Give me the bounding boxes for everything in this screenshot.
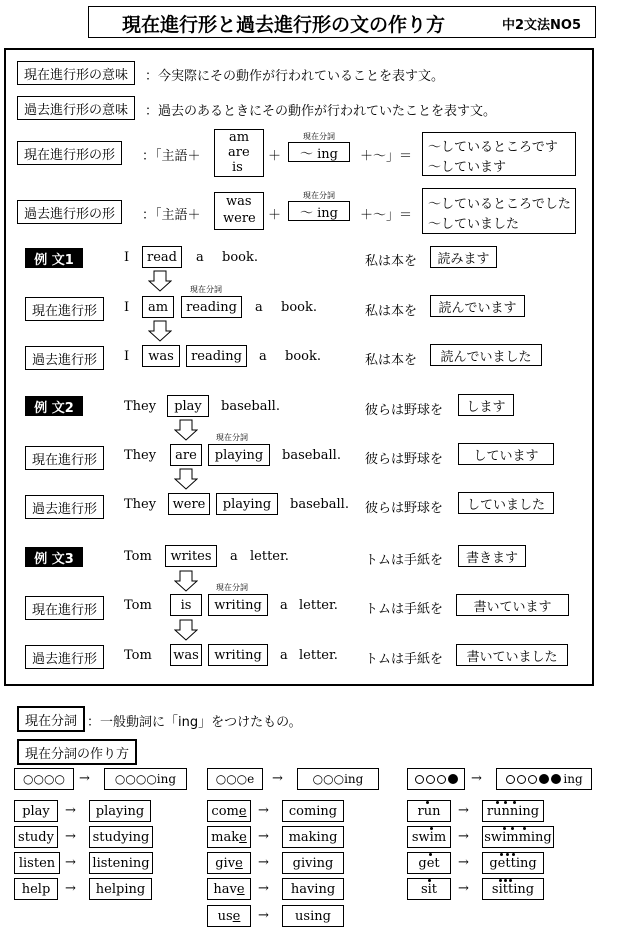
col1-arrow: → xyxy=(65,855,76,870)
ex1-s3-w1: a xyxy=(259,349,267,364)
past-form-tail: ＋～」＝ xyxy=(360,208,413,223)
ex3-s2-jp: トムは手紙を xyxy=(365,602,444,617)
ex1-s1-answer: 読みます xyxy=(430,246,497,268)
present-form-pp-small: 現在分詞 xyxy=(303,132,335,141)
pp-def-text: ：一般動詞に「ing」をつけたもの。 xyxy=(87,715,302,730)
ex3-s3-be: was xyxy=(170,644,202,666)
ex2-s3-answer: していました xyxy=(458,492,554,514)
col3-arrow: → xyxy=(458,881,469,896)
ex3-s1-w1: a xyxy=(230,549,238,564)
col1-arrow: → xyxy=(65,803,76,818)
ex3-s2-verb: writing xyxy=(208,594,268,616)
consonant-dot-icon xyxy=(539,774,549,784)
col1-ing: playing xyxy=(89,800,151,822)
present-form-meaning-2: ～しています xyxy=(428,160,507,175)
past-form-pp: ～ ing xyxy=(288,201,350,221)
col2-ing: using xyxy=(282,905,344,927)
ex3-s2-subj: Tom xyxy=(124,598,152,613)
past-form-meaning-1: ～しているところでした xyxy=(428,197,571,212)
ex2-s1-answer: します xyxy=(458,394,514,416)
ex1-present-label: 現在進行形 xyxy=(25,297,104,321)
ex1-s2-be: am xyxy=(142,296,174,318)
ex2-s3-subj: They xyxy=(124,497,157,512)
ex3-s3-jp: トムは手紙を xyxy=(365,652,444,667)
past-form-subj: ：「主語＋ xyxy=(142,208,201,223)
down-arrow-icon xyxy=(174,619,198,641)
ex3-present-label: 現在進行形 xyxy=(25,596,104,620)
ex3-s3-w2: letter. xyxy=(299,648,338,663)
col3-base: r u n xyxy=(407,800,451,822)
ex3-s3-answer: 書いていました xyxy=(456,644,568,666)
ex1-s1-w1: a xyxy=(196,250,204,265)
be-were: were xyxy=(223,211,256,226)
ex2-s2-subj: They xyxy=(124,448,157,463)
down-arrow-icon xyxy=(148,270,172,292)
ex2-s3-verb: playing xyxy=(216,493,278,515)
past-meaning-text: ：過去のあるときにその動作が行われていたことを表す文。 xyxy=(145,104,497,119)
down-arrow-icon xyxy=(174,419,198,441)
col2-arrow: → xyxy=(258,803,269,818)
ex1-s2-pp-small: 現在分詞 xyxy=(190,285,222,294)
ex1-s1-verb: read xyxy=(142,246,182,268)
col2-base: hav e xyxy=(207,878,251,900)
col2-base: giv e xyxy=(207,852,251,874)
rule1-arrow: → xyxy=(79,771,90,786)
example-3-heading: 例 文3 xyxy=(25,547,83,567)
ex2-s2-w1: baseball. xyxy=(282,448,341,463)
col3-ing: s i t t ing xyxy=(482,878,544,900)
ex3-s1-answer: 書きます xyxy=(458,545,526,567)
past-form-plus: ＋ xyxy=(268,208,282,223)
col1-ing: studying xyxy=(89,826,153,848)
be-is: is xyxy=(232,160,243,175)
ex1-s3-answer: 読んでいました xyxy=(430,344,542,366)
label-past-meaning: 過去進行形の意味 xyxy=(17,96,135,120)
ex3-past-label: 過去進行形 xyxy=(25,645,104,669)
col1-base: help xyxy=(14,878,58,900)
ex3-s2-answer: 書いています xyxy=(456,594,569,616)
col3-base: s i t xyxy=(407,878,451,900)
col3-ing: g e t t ing xyxy=(482,852,544,874)
col2-ing: making xyxy=(282,826,344,848)
ex3-s3-w1: a xyxy=(280,648,288,663)
ex1-s2-subj: I xyxy=(124,300,130,315)
col1-arrow: → xyxy=(65,829,76,844)
pp-make-label: 現在分詞の作り方 xyxy=(17,739,137,765)
ex3-s1-verb: writes xyxy=(165,545,217,567)
label-present-form: 現在進行形の形 xyxy=(17,141,122,165)
ex2-s1-w1: baseball. xyxy=(221,399,280,414)
col2-ing: giving xyxy=(282,852,344,874)
col2-base: com e xyxy=(207,800,251,822)
col1-ing: listening xyxy=(89,852,153,874)
ex1-s2-w2: book. xyxy=(281,300,317,315)
pp-def-label: 現在分詞 xyxy=(17,706,85,732)
rule1-from: ○○○○ xyxy=(14,768,74,790)
col2-base: mak e xyxy=(207,826,251,848)
ex2-present-label: 現在進行形 xyxy=(25,446,104,470)
ex1-s2-verb: reading xyxy=(181,296,242,318)
ex2-s3-jp: 彼らは野球を xyxy=(365,501,444,516)
present-form-plus: ＋ xyxy=(268,149,282,164)
down-arrow-icon xyxy=(174,570,198,592)
col2-ing: coming xyxy=(282,800,344,822)
ex3-s1-jp: トムは手紙を xyxy=(365,553,444,568)
ex1-s1-w2: book. xyxy=(222,250,258,265)
rule2-arrow: → xyxy=(272,771,283,786)
present-form-subj: ：「主語＋ xyxy=(142,149,201,164)
label-past-form: 過去進行形の形 xyxy=(17,200,122,224)
consonant-dot-icon xyxy=(448,774,458,784)
ex3-s2-w1: a xyxy=(280,598,288,613)
col3-ing: sw i m m ing xyxy=(482,826,554,848)
ex2-s2-verb: playing xyxy=(208,444,270,466)
col1-arrow: → xyxy=(65,881,76,896)
ex3-s1-subj: Tom xyxy=(124,549,152,564)
be-was: was xyxy=(226,194,252,209)
col2-arrow: → xyxy=(258,829,269,844)
example-1-heading: 例 文1 xyxy=(25,248,83,268)
col3-arrow: → xyxy=(458,803,469,818)
rule3-ing: ing xyxy=(563,772,583,786)
rule2-from: ○○○e xyxy=(207,768,263,790)
page-tag: 中2文法NO5 xyxy=(502,18,582,33)
ex1-s2-w1: a xyxy=(255,300,263,315)
past-form-pp-small: 現在分詞 xyxy=(303,191,335,200)
ex3-s3-subj: Tom xyxy=(124,648,152,663)
ex1-s3-jp: 私は本を xyxy=(365,353,418,368)
ex2-s1-verb: play xyxy=(167,395,209,417)
ex3-s2-pp-small: 現在分詞 xyxy=(216,583,248,592)
ex1-s2-jp: 私は本を xyxy=(365,304,418,319)
ex3-s1-w2: letter. xyxy=(250,549,289,564)
rule1-to: ○○○○ing xyxy=(104,768,187,790)
be-am: am xyxy=(229,130,250,145)
ex1-s3-verb: reading xyxy=(186,345,247,367)
present-form-meaning-1: ～しているところです xyxy=(428,140,558,155)
rule3-arrow: → xyxy=(471,771,482,786)
rule2-to: ○○○ing xyxy=(297,768,379,790)
ex3-s2-w2: letter. xyxy=(299,598,338,613)
col3-base: g e t xyxy=(407,852,451,874)
down-arrow-icon xyxy=(174,468,198,490)
present-form-tail: ＋～」＝ xyxy=(360,149,413,164)
col3-base: sw i m xyxy=(407,826,451,848)
label-present-meaning: 現在進行形の意味 xyxy=(17,61,135,85)
rule3-from xyxy=(407,768,465,790)
col2-ing: having xyxy=(282,878,344,900)
ex2-past-label: 過去進行形 xyxy=(25,495,104,519)
ex2-s2-jp: 彼らは野球を xyxy=(365,452,444,467)
ex1-s2-answer: 読んでいます xyxy=(430,295,525,317)
ex2-s3-be: were xyxy=(168,493,210,515)
example-2-heading: 例 文2 xyxy=(25,396,83,416)
ex3-s3-verb: writing xyxy=(208,644,268,666)
ex1-s3-subj: I xyxy=(124,349,130,364)
col2-arrow: → xyxy=(258,855,269,870)
col1-ing: helping xyxy=(89,878,152,900)
col2-arrow: → xyxy=(258,881,269,896)
rule3-to xyxy=(496,768,592,790)
ex2-s1-jp: 彼らは野球を xyxy=(365,403,444,418)
ex1-s3-w2: book. xyxy=(285,349,321,364)
col3-arrow: → xyxy=(458,855,469,870)
ex2-s2-be: are xyxy=(170,444,202,466)
ex2-s2-answer: しています xyxy=(458,443,554,465)
consonant-dot-icon xyxy=(551,774,561,784)
present-form-pp: ～ ing xyxy=(288,142,350,162)
col1-base: play xyxy=(14,800,58,822)
col2-base: us e xyxy=(207,905,251,927)
ex1-s3-be: was xyxy=(142,345,180,367)
page-title: 現在進行形と過去進行形の文の作り方 xyxy=(122,14,446,36)
ex2-s1-subj: They xyxy=(124,399,157,414)
ex1-s1-jp: 私は本を xyxy=(365,254,418,269)
past-form-meaning-2: ～していました xyxy=(428,217,520,232)
col1-base: listen xyxy=(14,852,60,874)
down-arrow-icon xyxy=(148,320,172,342)
col2-arrow: → xyxy=(258,908,269,923)
col3-arrow: → xyxy=(458,829,469,844)
ex1-s1-subj: I xyxy=(124,250,130,265)
ex2-s2-pp-small: 現在分詞 xyxy=(216,433,248,442)
ex3-s2-be: is xyxy=(170,594,202,616)
ex1-past-label: 過去進行形 xyxy=(25,346,104,370)
ex2-s3-w1: baseball. xyxy=(290,497,349,512)
col3-ing: r u n n ing xyxy=(482,800,544,822)
col1-base: study xyxy=(14,826,58,848)
be-are: are xyxy=(228,145,250,160)
present-meaning-text: ：今実際にその動作が行われていることを表す文。 xyxy=(145,69,445,84)
